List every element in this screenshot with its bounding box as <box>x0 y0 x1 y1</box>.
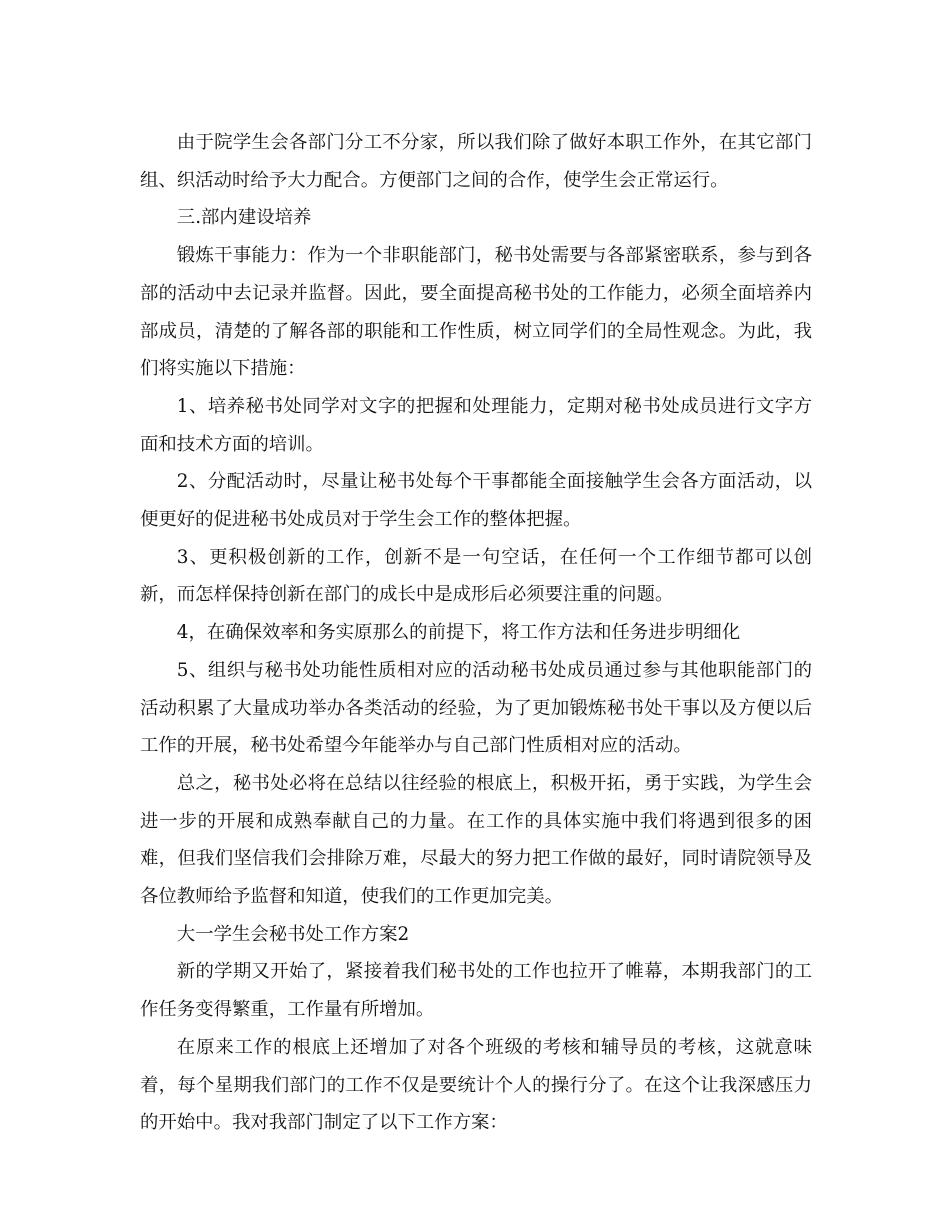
section-heading-internal-building: 三.部内建设培养 <box>176 207 312 229</box>
document-body <box>140 124 812 1142</box>
paragraph-cooperation: 由于院学生会各部门分工不分家，所以我们除了做好本职工作外，在其它部门组、织活动时给予大力配合。方便部门之间的合作，使学生会正常运行。 <box>140 132 812 191</box>
paragraph-assessment: 在原来工作的根底上还增加了对各个班级的考核和辅导员的考核，这就意味着，每个星期我们部门的工作不仅是要统计个人的操行分了。在这个让我深感压力的开始中。我对我部门制定了以下工作方案： <box>140 1036 812 1134</box>
section-heading-plan-2: 大一学生会秘书处工作方案2 <box>176 923 410 945</box>
list-item-5: 5、组织与秘书处功能性质相对应的活动秘书处成员通过参与其他职能部门的活动积累了大量成功举办各类活动的经验，为了更加锻炼秘书处干事以及方便以后工作的开展，秘书处希望今年能举办与自己部门性质相对应的活动。 <box>140 659 812 757</box>
paragraph-conclusion: 总之，秘书处必将在总结以往经验的根底上，积极开拓，勇于实践，为学生会进一步的开展和成熟奉献自己的力量。在工作的具体实施中我们将遇到很多的困难，但我们坚信我们会排除万难，尽最大的努力把工作做的最好，同时请院领导及各位教师给予监督和知道，使我们的工作更加完美。 <box>140 772 812 908</box>
list-item-2: 2、分配活动时，尽量让秘书处每个干事都能全面接触学生会各方面活动，以便更好的促进秘书处成员对于学生会工作的整体把握。 <box>140 471 812 531</box>
list-item-1: 1、培养秘书处同学对文字的把握和处理能力，定期对秘书处成员进行文字方面和技术方面的培训。 <box>140 395 812 455</box>
list-item-4: 4，在确保效率和务实原那么的前提下，将工作方法和任务进步明细化 <box>176 622 741 644</box>
paragraph-staff-training: 锻炼干事能力：作为一个非职能部门，秘书处需要与各部紧密联系，参与到各部的活动中去记录并监督。因此，要全面提高秘书处的工作能力，必须全面培养内部成员，清楚的了解各部的职能和工作性质，树立同学们的全局性观念。为此，我们将实施以下措施： <box>140 245 812 380</box>
list-item-3: 3、更积极创新的工作，创新不是一句空话，在任何一个工作细节都可以创新，而怎样保持创新在部门的成长中是成形后必须要注重的问题。 <box>140 546 812 606</box>
paragraph-new-semester: 新的学期又开始了，紧接着我们秘书处的工作也拉开了帷幕，本期我部门的工作任务变得繁重，工作量有所增加。 <box>140 961 812 1021</box>
